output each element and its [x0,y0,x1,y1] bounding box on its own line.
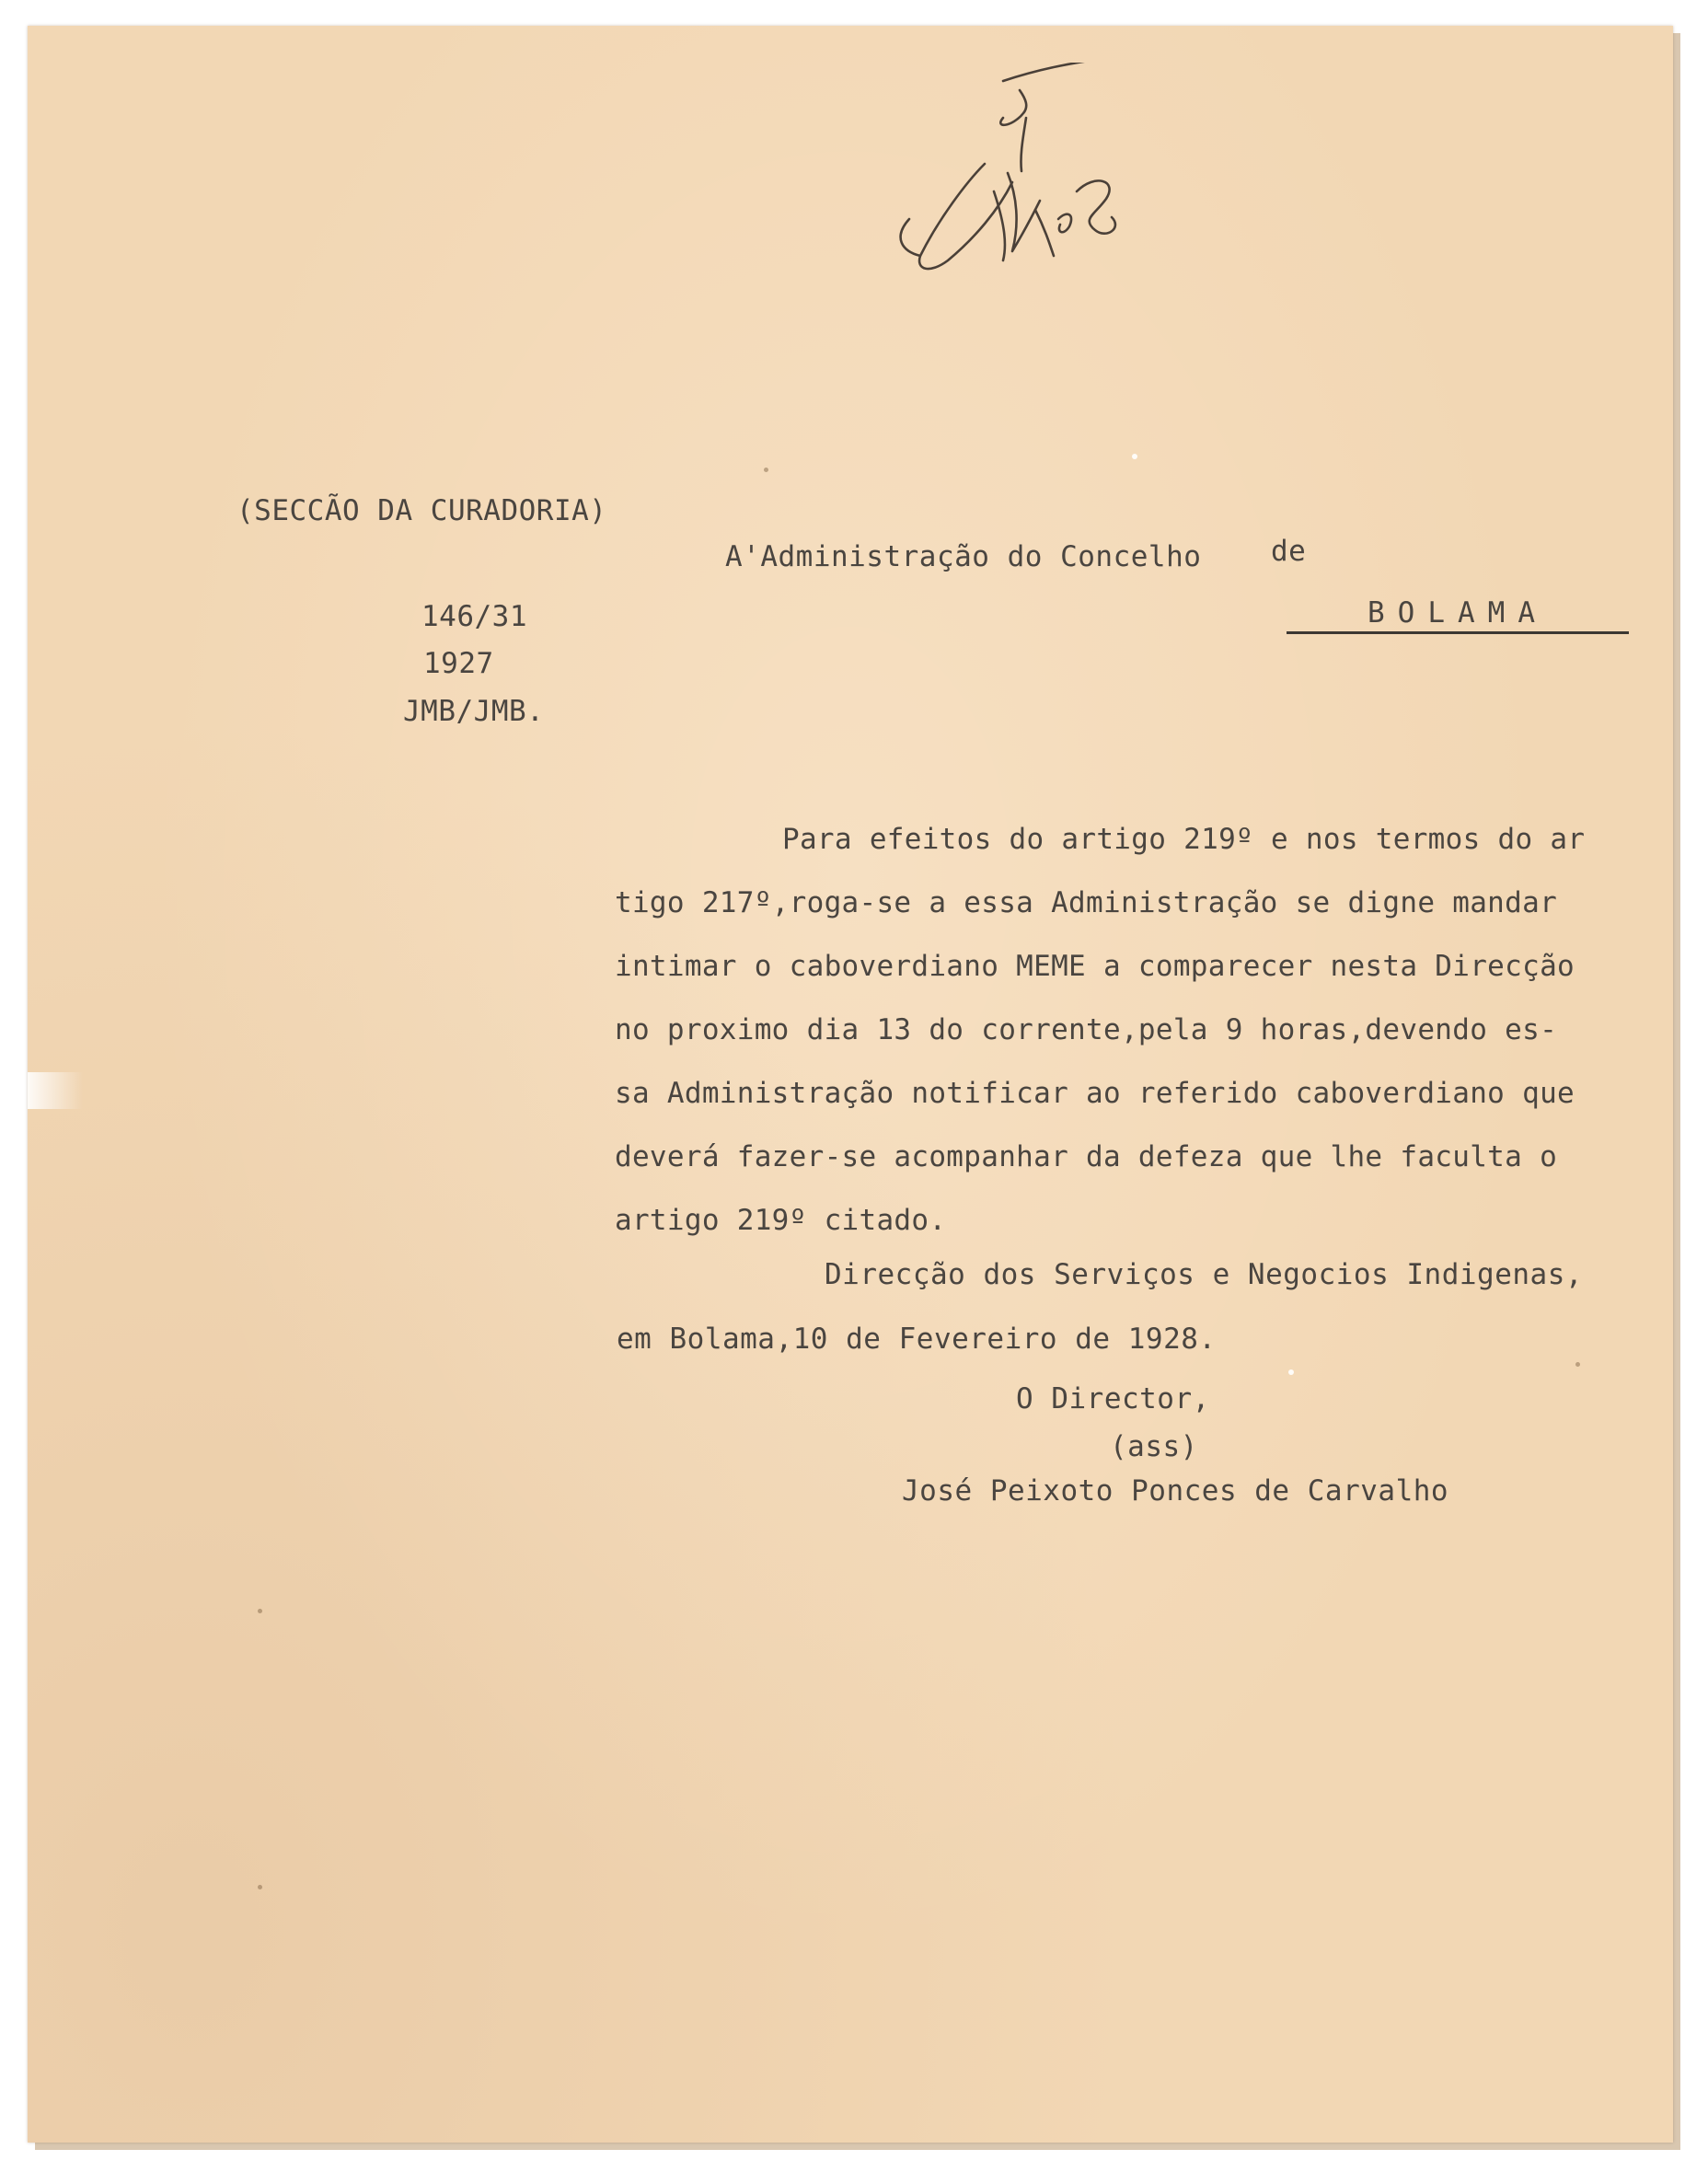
signature-ass: (ass) [1110,1430,1198,1463]
signatory-name: José Peixoto Ponces de Carvalho [902,1474,1449,1508]
body-line: sa Administração notificar ao referido caboverdiano que [615,1077,1575,1110]
addressee-preposition: de [1271,535,1307,568]
section-header: (SECCÃO DA CURADORIA) [237,494,607,527]
addressee: A'Administração do Concelho [725,540,1202,573]
reference-year: 1927 [423,647,494,680]
destination-town: BOLAMA [1287,599,1629,634]
torn-edge [28,1072,212,1109]
paper-speck [1288,1369,1294,1375]
paper-speck [1575,1362,1580,1367]
body-line: intimar o caboverdiano MEME a comparecer nesta Direcção [615,950,1575,983]
paper-speck [764,468,768,472]
body-line: no proximo dia 13 do corrente,pela 9 horas,devendo es- [615,1013,1558,1046]
reference-number: 146/31 [421,600,527,633]
body-line: Para efeitos do artigo 219º e nos termos do ar [782,823,1586,856]
body-line: artigo 219º citado. [615,1204,947,1237]
closing-office: Direcção dos Serviços e Negocios Indigenas, [825,1258,1584,1291]
reference-initials: JMB/JMB. [403,695,545,728]
body-line: tigo 217º,roga-se a essa Administração se digne mandar [615,886,1558,919]
paper-speck [258,1885,262,1889]
signature-title: O Director, [1016,1382,1210,1415]
paper-speck [1132,454,1137,459]
handwritten-initials-mark [865,63,1141,283]
closing-date: em Bolama,10 de Fevereiro de 1928. [617,1323,1217,1356]
body-line: deverá fazer-se acompanhar da defeza que lhe faculta o [615,1140,1558,1173]
paper-speck [258,1609,262,1613]
letter-body [615,821,1585,1265]
